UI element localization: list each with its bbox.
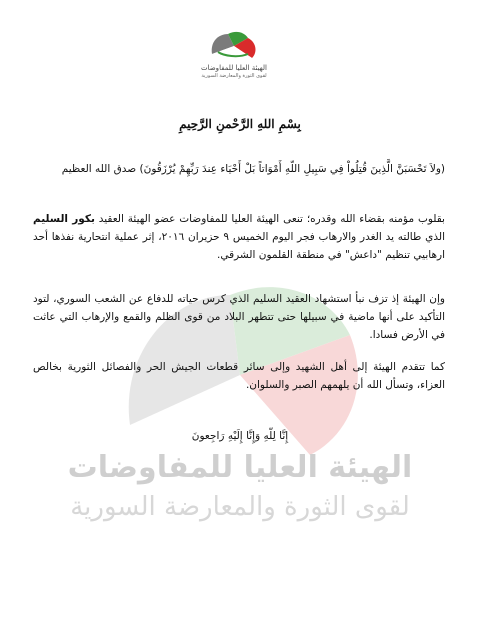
organization-name: الهيئة العليا للمفاوضات: [201, 64, 267, 72]
organization-logo-icon: [204, 24, 264, 64]
announcement-paragraph: [33, 210, 445, 264]
organization-subtitle: لقوى الثورة والمعارضة السورية: [201, 73, 267, 79]
closing-verse: إِنَّا لِلّهِ وَإِنَّا إِلَيْهِ رَاجِعونَ: [191, 430, 289, 442]
statement-paragraph: وإن الهيئة إذ تزف نبأ استشهاد العقيد السليم الذي كرس حياته للدفاع عن الشعب السوري، لتود التأكيد على أنها ماضية في سبيلها حتى تتطهر البلاد من قوى الظلم والقمع والإرهاب التي عاثت في الأرض فسادا.: [33, 293, 445, 341]
deceased-name: بكور السليم: [33, 213, 95, 225]
condolence-paragraph: كما تتقدم الهيئة إلى أهل الشهيد وإلى سائر قطعات الجيش الحر والفصائل الثورية بخالص العزاء، وتسأل الله أن يلهمهم الصبر والسلوان.: [33, 361, 445, 391]
announcement-details: الذي طالته يد الغدر والارهاب فجر اليوم الخميس ٩ حزيران ٢٠١٦، إثر عملية انتحارية نفذها أحد ارهابيي تنظيم "داعش" في منطقة القلمون الشرقي.: [33, 231, 445, 261]
watermark-org-subtitle: لقوى الثورة والمعارضة السورية: [70, 492, 410, 522]
watermark-org-name: الهيئة العليا للمفاوضات: [67, 450, 413, 485]
quran-verse-paragraph: (ولاَ تَحْسَبَنَّ الَّذِينَ قُتِلُواْ فِي سَبِيلِ اللّهِ أَمْوَاتاً بَلْ أَحْيَاء عِندَ رَبِّهِمْ يُرْزَقُونَ) صدق الله العظيم: [61, 163, 445, 175]
announcement-intro: بقلوب مؤمنه بقضاء الله وقدره؛ تنعى الهيئة العليا للمفاوضات عضو الهيئة العقيد: [98, 213, 445, 225]
basmala-heading: بِسْمِ اللهِ الرَّحْمنِ الرَّحِيمِ: [179, 117, 301, 131]
